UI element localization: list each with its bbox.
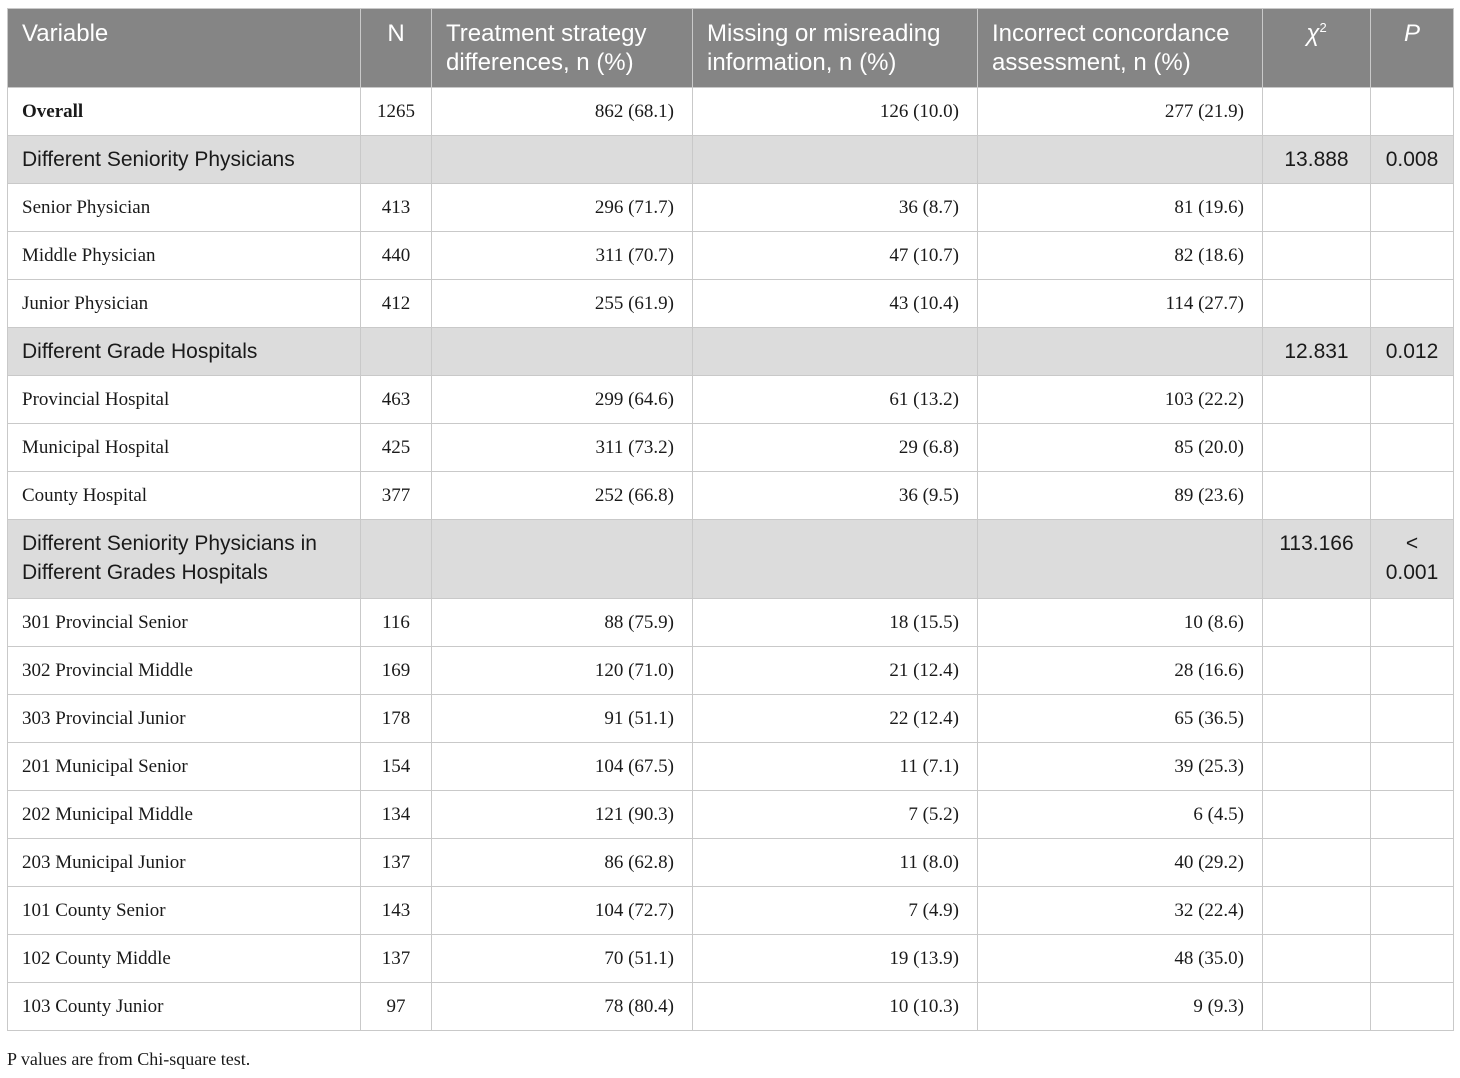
group-label: Different Seniority Physicians in Different Grades Hospitals [8,520,361,599]
table-row: 303 Provincial Junior 178 91 (51.1) 22 (12.4) 65 (36.5) [8,695,1454,743]
table-row: 202 Municipal Middle 134 121 (90.3) 7 (5.2) 6 (4.5) [8,791,1454,839]
row-treatment: 862 (68.1) [432,88,693,136]
table-row: Senior Physician 413 296 (71.7) 36 (8.7) 81 (19.6) [8,184,1454,232]
overall-row [8,88,1454,136]
group-chi2: 12.831 [1263,328,1371,376]
table-row: County Hospital 377 252 (66.8) 36 (9.5) 89 (23.6) [8,472,1454,520]
header-p: P [1371,9,1454,88]
group-p: 0.008 [1371,136,1454,184]
group-row-grade [8,328,1454,376]
row-n: 1265 [361,88,432,136]
group-label: Different Seniority Physicians [8,136,361,184]
table-row: Middle Physician 440 311 (70.7) 47 (10.7) 82 (18.6) [8,232,1454,280]
table-row: Provincial Hospital 463 299 (64.6) 61 (13.2) 103 (22.2) [8,376,1454,424]
results-table [7,8,1454,1031]
header-treatment: Treatment strategy differences, n (%) [432,9,693,88]
row-incorrect: 277 (21.9) [978,88,1263,136]
row-variable: Overall [8,88,361,136]
group-p: < 0.001 [1371,520,1454,599]
table-row: 301 Provincial Senior 116 88 (75.9) 18 (15.5) 10 (8.6) [8,599,1454,647]
table-row: 103 County Junior 97 78 (80.4) 10 (10.3) 9 (9.3) [8,983,1454,1031]
group-row-seniority [8,136,1454,184]
header-n: N [361,9,432,88]
table-row: Junior Physician 412 255 (61.9) 43 (10.4) 114 (27.7) [8,280,1454,328]
group-chi2: 13.888 [1263,136,1371,184]
table-footnote: P values are from Chi-square test. [7,1049,251,1069]
header-variable: Variable [8,9,361,88]
table-row: 102 County Middle 137 70 (51.1) 19 (13.9) 48 (35.0) [8,935,1454,983]
header-incorrect: Incorrect concordance assessment, n (%) [978,9,1263,88]
header-missing: Missing or misreading information, n (%) [693,9,978,88]
row-chi2 [1263,88,1371,136]
header-chi-square: $\chi^2$ [1263,9,1371,88]
table-row: 302 Provincial Middle 169 120 (71.0) 21 (12.4) 28 (16.6) [8,647,1454,695]
table-row: 101 County Senior 143 104 (72.7) 7 (4.9) 32 (22.4) [8,887,1454,935]
group-chi2: 113.166 [1263,520,1371,599]
table-row: Municipal Hospital 425 311 (73.2) 29 (6.8) 85 (20.0) [8,424,1454,472]
group-label: Different Grade Hospitals [8,328,361,376]
table-row: 201 Municipal Senior 154 104 (67.5) 11 (7.1) 39 (25.3) [8,743,1454,791]
table-row: 203 Municipal Junior 137 86 (62.8) 11 (8.0) 40 (29.2) [8,839,1454,887]
row-p [1371,88,1454,136]
group-p: 0.012 [1371,328,1454,376]
row-missing: 126 (10.0) [693,88,978,136]
header-row [8,9,1454,88]
group-row-combined [8,520,1454,599]
